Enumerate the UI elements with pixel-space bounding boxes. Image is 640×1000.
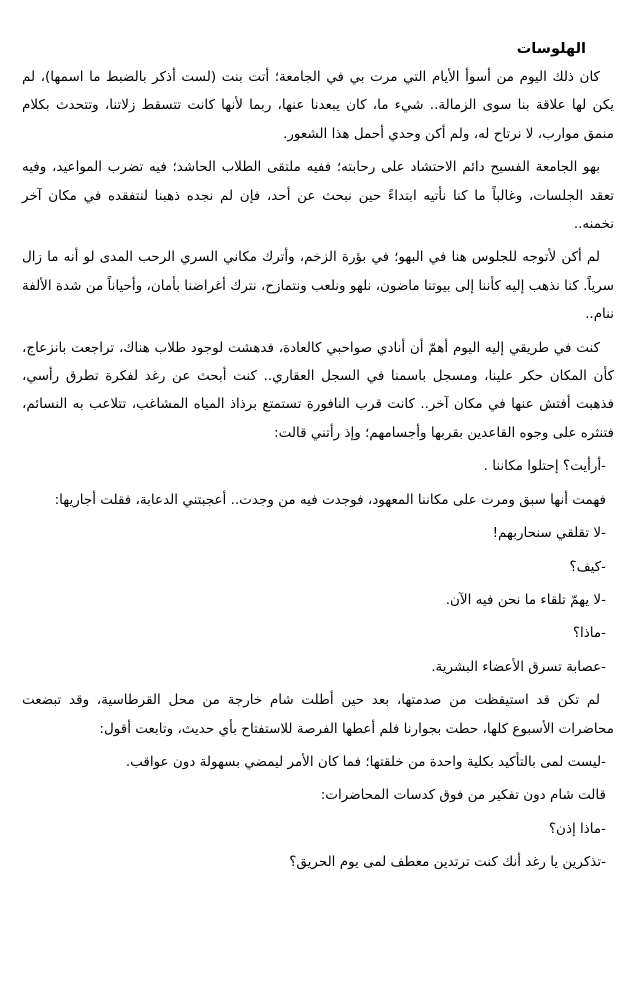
dialogue-line: -ليست لمى بالتأكيد بكلية واحدة من خلقتها؛ فما كان الأمر ليمضي بسهولة دون عواقب. — [125, 753, 606, 770]
document-body — [22, 63, 614, 877]
dialogue-line: -لا تقلقي سنحاربهم! — [492, 525, 606, 542]
dialogue-line: -لا يهمّ تلقاء ما نحن فيه الآن. — [445, 591, 606, 608]
dialogue-line: -أرأيت؟ إحتلوا مكاننا . — [483, 458, 606, 475]
dialogue-line: قالت شام دون تفكير من فوق كدسات المحاضرات: — [320, 787, 606, 804]
paragraph: لم أكن لأتوجه للجلوس هنا في البهو؛ في بؤرة الزخم، وأترك مكاني السري الرحب المدى لو أنه ما زال سرياً. كنا نذهب إليه كأننا إلى بيوتنا ماضون، نلهو ونلعب ونتمازح، نترك أغراضنا بأمان، وأحياناً من شدة الألفة ننام.. — [22, 249, 614, 323]
dialogue-line: -عصابة تسرق الأعضاء البشرية. — [431, 658, 606, 675]
dialogue-line: -ماذا؟ — [572, 625, 606, 642]
paragraph: بهو الجامعة الفسيح دائم الاحتشاد على رحابته؛ ففيه ملتقى الطلاب الحاشد؛ فيه تضرب المواعيد، وفيه تعقد الجلسات، وغالباً ما كنا نأتيه ابتداءً حين نبحث عن أحد، فإن لم نجده ذهبنا لنتفقده في مكان آخر نخمنه.. — [22, 159, 614, 233]
dialogue-line: -كيف؟ — [569, 558, 606, 575]
paragraph: كنت في طريقي إليه اليوم أهمّ أن أنادي صواحبي كالعادة، فدهشت لوجود طلاب هناك، تراجعت بانزعاج، كأن المكان حكر علينا، ومسجل باسمنا في السجل العقاري.. كنت أبحث عن رغد لفكرة تطرق رأسي، فذهبت أفتش عنها في مكان آخر.. كانت قرب النافورة تستمتع برذاذ المياه المشاغب، تتلاعب به النسائم، فتنثره على وجوه القاعدين بقربها وأجسامهم؛ وإذ رأتني قالت: — [22, 339, 614, 441]
paragraph: كان ذلك اليوم من أسوأ الأيام التي مرت بي في الجامعة؛ أتت بنت (لست أذكر بالضبط ما اسمها)، لم يكن لها علاقة بنا سوى الزمالة.. شيء ما، كان يبعدنا عنها، ربما لأنها كانت تتسقط زلاتنا، وتتحدث بكلام منمق موارب، لا نرتاح له، ولم أكن وحدي أحمل هذا الشعور. — [22, 69, 614, 142]
dialogue-line: فهمت أنها سبق ومرت على مكاننا المعهود، فوجدت فيه من وجدت.. أعجبتني الدعابة، فقلت أجاريها: — [54, 491, 606, 508]
document-title: الهلوسات — [516, 41, 586, 57]
dialogue-line: -ماذا إذن؟ — [548, 820, 606, 837]
document-page — [22, 38, 614, 990]
dialogue-line: -تذكرين يا رغد أنك كنت ترتدين معطف لمى يوم الحريق؟ — [289, 854, 606, 871]
paragraph: لم تكن قد استيقظت من صدمتها، بعد حين أطلت شام خارجة من محل القرطاسية، وقد تبضعت محاضرات الأسبوع كلها، حطت بجوارنا فلم أعطها الفرصة للاستفتاح بأي حديث، وتابعت أقول: — [22, 692, 614, 737]
